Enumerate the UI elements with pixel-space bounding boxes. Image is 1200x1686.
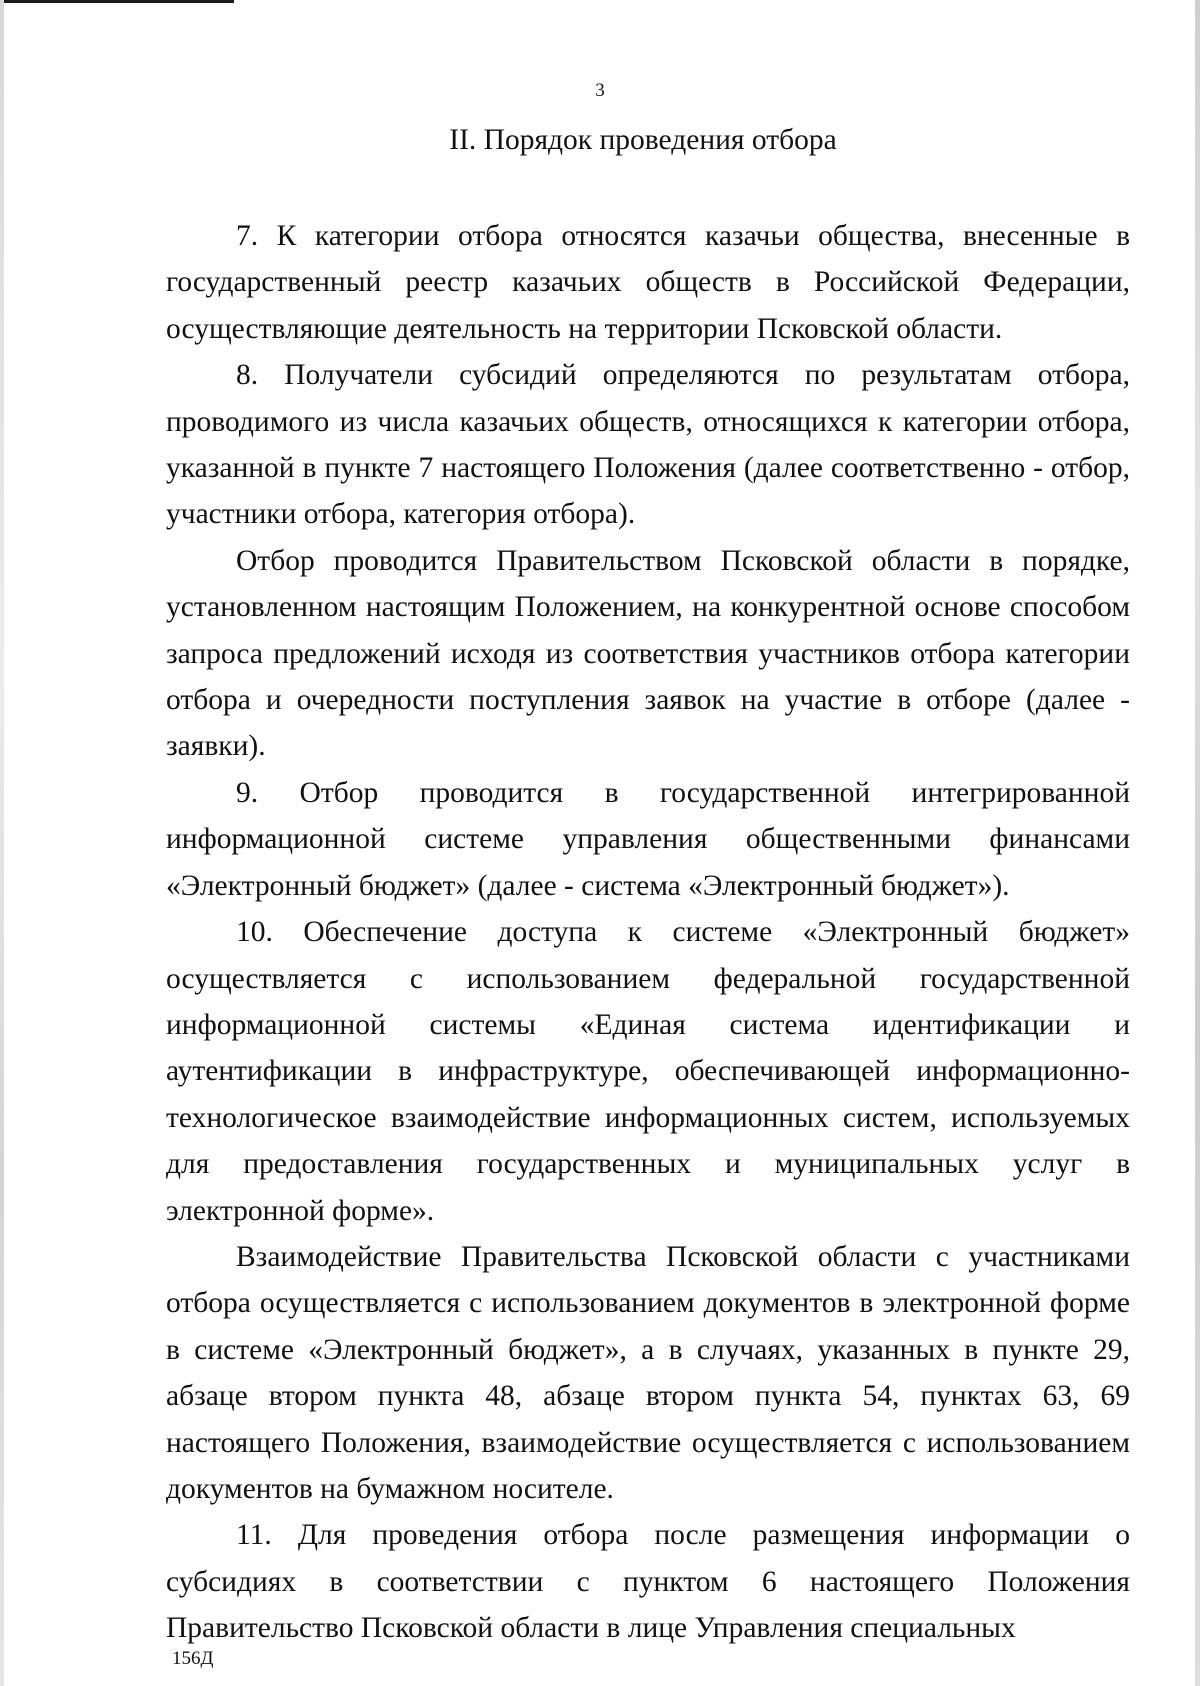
top-rule [0, 0, 234, 3]
paragraph-10: 10. Обеспечение доступа к системе «Электронный бюджет» осуществляется с использованием федеральной государственной информационной системы «Единая система идентификации и аутентификации в инфраструктуре, обеспечивающей информационно-технологическое взаимодействие информационных систем, используемых для предоставления государственных и муниципальных услуг в электронной форме». [166, 916, 1130, 1227]
page-number: 3 [595, 80, 605, 101]
document-body [166, 213, 1130, 1652]
paragraph-10-part-2: Взаимодействие Правительства Псковской области с участниками отбора осуществляется с использованием документов в электронной форме в системе «Электронный бюджет», а в случаях, указанных в пункте 29, абзаце втором пункта 48, абзаце втором пункта 54, пунктах 63, 69 настоящего Положения, взаимодействие осуществляется с использованием документов на бумажном носителе. [166, 1240, 1130, 1505]
scan-left-edge [0, 0, 4, 1686]
paragraph-9: 9. Отбор проводится в государственной интегрированной информационной системе управления общественными финансами «Электронный бюджет» (далее - система «Электронный бюджет»). [166, 776, 1130, 902]
paragraph-7: 7. К категории отбора относятся казачьи общества, внесенные в государственный реестр казачьих обществ в Российской Федерации, осуществляющие деятельность на территории Псковской области. [166, 220, 1130, 345]
paragraph-8: 8. Получатели субсидий определяются по результатам отбора, проводимого из числа казачьих обществ, относящихся к категории отбора, указанной в пункте 7 настоящего Положения (далее соответственно - отбор, участники отбора, категория отбора). [166, 359, 1130, 531]
footer-code: 156Д [172, 1648, 214, 1669]
paragraph-11: 11. Для проведения отбора после размещения информации о субсидиях в соответствии с пунктом 6 настоящего Положения Правительство Псковской области в лице Управления специальных [166, 1519, 1130, 1645]
scan-right-edge [1195, 0, 1200, 1686]
section-title: II. Порядок проведения отбора [449, 124, 837, 156]
paragraph-8-part-2: Отбор проводится Правительством Псковской области в порядке, установленном настоящим Положением, на конкурентной основе способом запроса предложений исходя из соответствия участников отбора категории отбора и очередности поступления заявок на участие в отборе (далее - заявки). [166, 544, 1130, 763]
